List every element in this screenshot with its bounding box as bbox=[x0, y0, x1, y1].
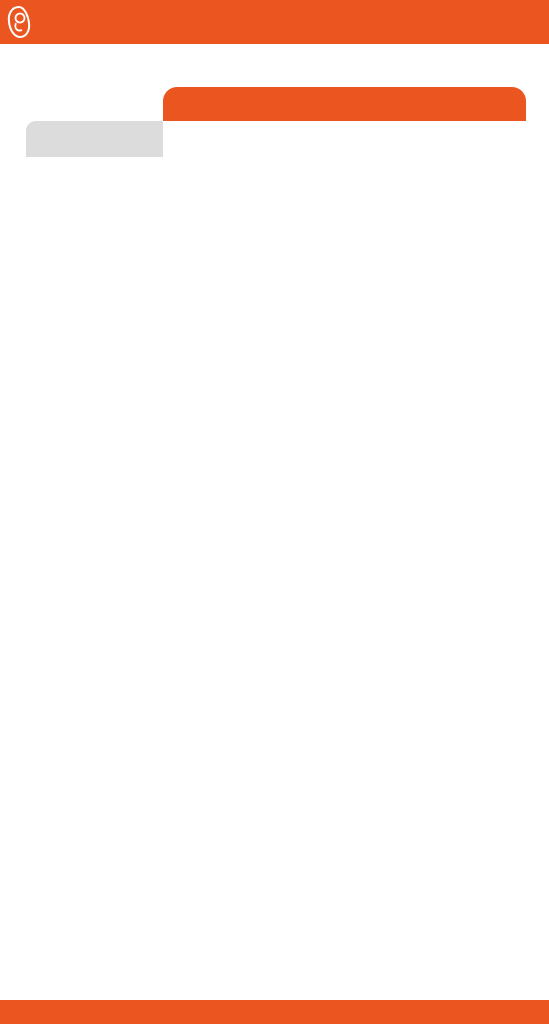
week-group-header bbox=[163, 87, 526, 121]
header-bar bbox=[0, 0, 549, 44]
footer-bar bbox=[0, 1000, 549, 1024]
exam-column-header bbox=[26, 121, 163, 157]
fetus-logo-icon bbox=[6, 4, 32, 40]
